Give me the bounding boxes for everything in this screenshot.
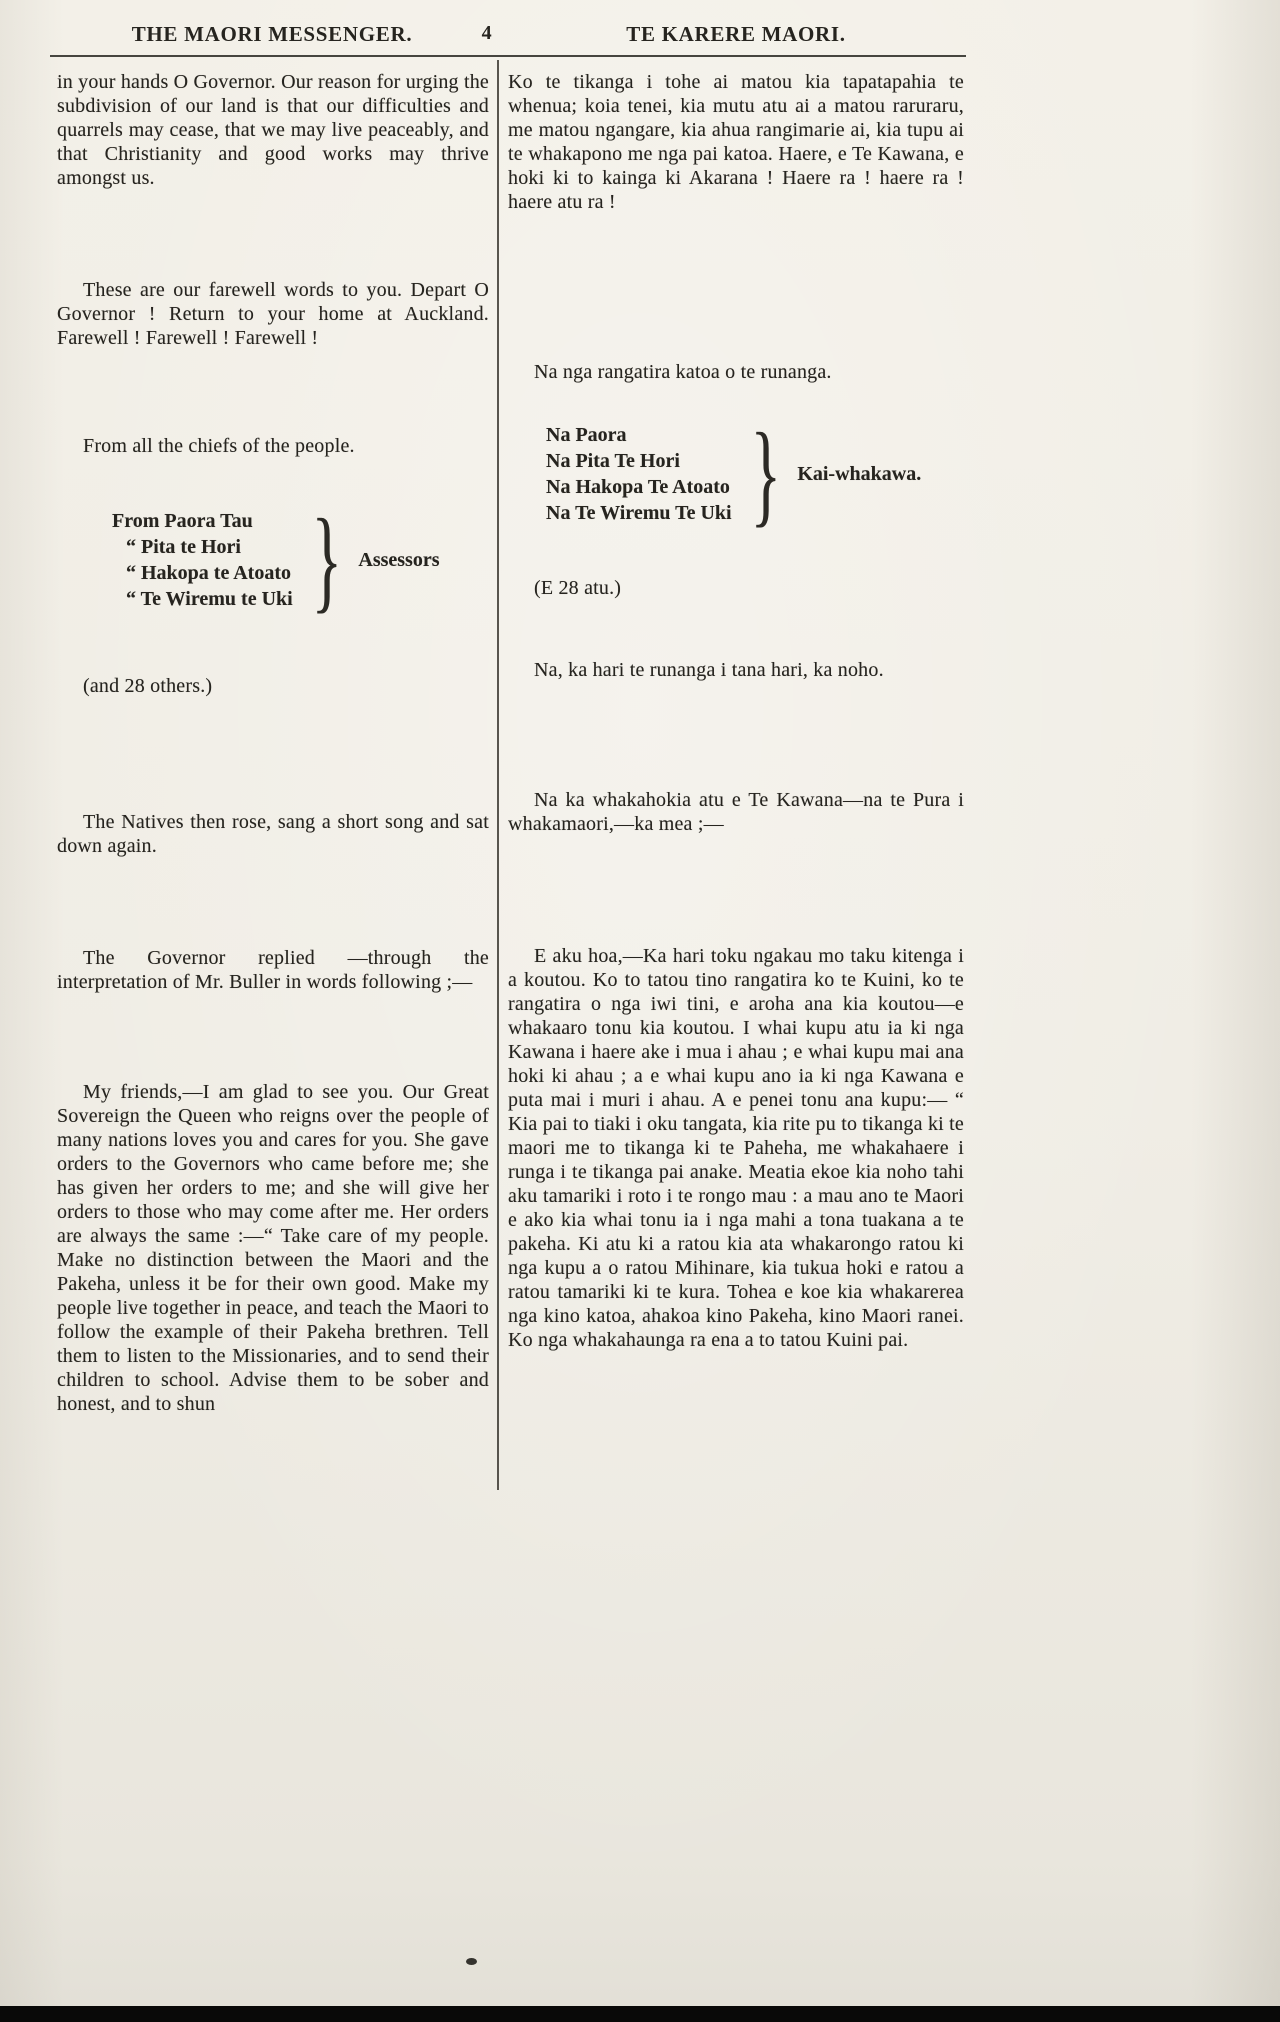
newspaper-title-english: THE MAORI MESSENGER.	[131, 22, 413, 46]
para-governor-speech-maori: E aku hoa,—Ka hari toku ngakau mo taku kitenga i a koutou. Ko to tatou tino rangatira ko te Kuini, ko te rangatira o nga iwi tini, e aroha ana kia koutou—e whakaaro tonu kia koutou. I whai kupu atu ia ki nga Kawana i haere ake i mua i ahau ; e whai kupu mai ana hoki ki ahau ; a e whai kupu ano ia ki nga Kawana e puta mai i muri i ahau. A e penei tonu ana kupu:— “ Kia pai to tiaki i oku tangata, kia rite pu to tikanga ki te maori me to tikanga ki te Paheha, me whakahaere i runga i te tikanga pai anake. Meatia ekoe kia noho tahi aku tamariki i roto i te rongo mau : a mau ano te Maori e ako kia whai tonu ia i nga mahi a tona tuakana a te pakeha. Ki atu ki a ratou kia ata whakarongo ratou ki nga kupu a o ratou Mihinare, kia tukua hoki e ratou a ratou tamariki ki te kura. Tohea e koe kia whakarerea nga kino katoa, ahakoa kino Pakeha, kino Maori ranei. Ko nga whakahaunga ra ena a to tatou Kuini pai.	[508, 945, 964, 1351]
signatory-name: Na Hakopa Te Atoato	[546, 476, 730, 498]
para-whakahokia: Na ka whakahokia atu e Te Kawana—na te Pura i whakamaori,—ka mea ;—	[508, 789, 964, 835]
para-continuation-english: in your hands O Governor. Our reason for urging the subdivision of our land is that our difficulties and quarrels may cease, that we may live peaceably, and that Christianity and good works may thrive amongst us.	[57, 71, 489, 189]
assessors-name-list	[112, 508, 293, 612]
para-farewell-english: These are our farewell words to you. Depart O Governor ! Return to your home at Auckland. Farewell ! Farewell ! Farewell !	[57, 279, 489, 349]
page-number: 4	[481, 22, 493, 44]
signatory-name: “ Hakopa te Atoato	[126, 562, 291, 584]
scan-edge-bar	[0, 2006, 1280, 2022]
kai-whakawa-name-list	[546, 422, 732, 526]
kai-whakawa-label: Kai-whakawa.	[797, 462, 922, 485]
kai-whakawa-signatory-block	[546, 410, 922, 538]
para-governor-replied: The Governor replied —through the interpretation of Mr. Buller in words following ;—	[57, 947, 489, 993]
para-hari: Na, ka hari te runanga i tana hari, ka noho.	[534, 659, 884, 681]
signatory-name: Na Paora	[546, 424, 627, 446]
right-brace-glyph: }	[311, 496, 342, 624]
header-rule	[50, 55, 966, 57]
signatory-name: Na Te Wiremu Te Uki	[546, 502, 732, 524]
signatory-name: From Paora Tau	[112, 510, 253, 532]
para-tikanga-maori: Ko te tikanga i tohe ai matou kia tapatapahia te whenua; koia tenei, kia mutu atu ai a matou raruraru, me matou ngangare, kia ahua rangimarie ai, kia tupu ai te whakapono me nga pai katoa. Haere, e Te Kawana, e hoki ki to kainga ki Akarana ! Haere ra ! haere ra ! haere atu ra !	[508, 71, 964, 213]
para-from-chiefs: From all the chiefs of the people.	[83, 435, 355, 457]
right-brace-glyph: }	[750, 410, 781, 538]
signatory-name: “ Pita te Hori	[126, 536, 241, 558]
newspaper-title-maori: TE KARERE MAORI.	[626, 22, 846, 46]
para-natives-rose: The Natives then rose, sang a short song and sat down again.	[57, 811, 489, 857]
signatory-name: Na Pita Te Hori	[546, 450, 680, 472]
assessors-label: Assessors	[358, 548, 440, 571]
signatory-name: “ Te Wiremu te Uki	[126, 588, 293, 610]
assessors-signatory-block	[112, 496, 440, 624]
scan-ink-spot	[466, 1958, 477, 1965]
para-and-others: (and 28 others.)	[83, 675, 213, 697]
column-divider	[497, 60, 499, 1490]
para-e28-atu: (E 28 atu.)	[534, 577, 622, 599]
para-governor-speech-english: My friends,—I am glad to see you. Our Great Sovereign the Queen who reigns over the people of many nations loves you and cares for you. She gave orders to the Governors who came before me; she has given her orders to me; and she will give her orders to those who may come after me. Her orders are always the same :—“ Take care of my people. Make no distinction between the Maori and the Pakeha, unless it be for their own good. Make my people live together in peace, and teach the Maori to follow the example of their Pakeha brethren. Tell them to listen to the Missionaries, and to send their children to school. Advise them to be sober and honest, and to shun	[57, 1081, 489, 1415]
para-rangatira: Na nga rangatira katoa o te runanga.	[534, 361, 832, 383]
